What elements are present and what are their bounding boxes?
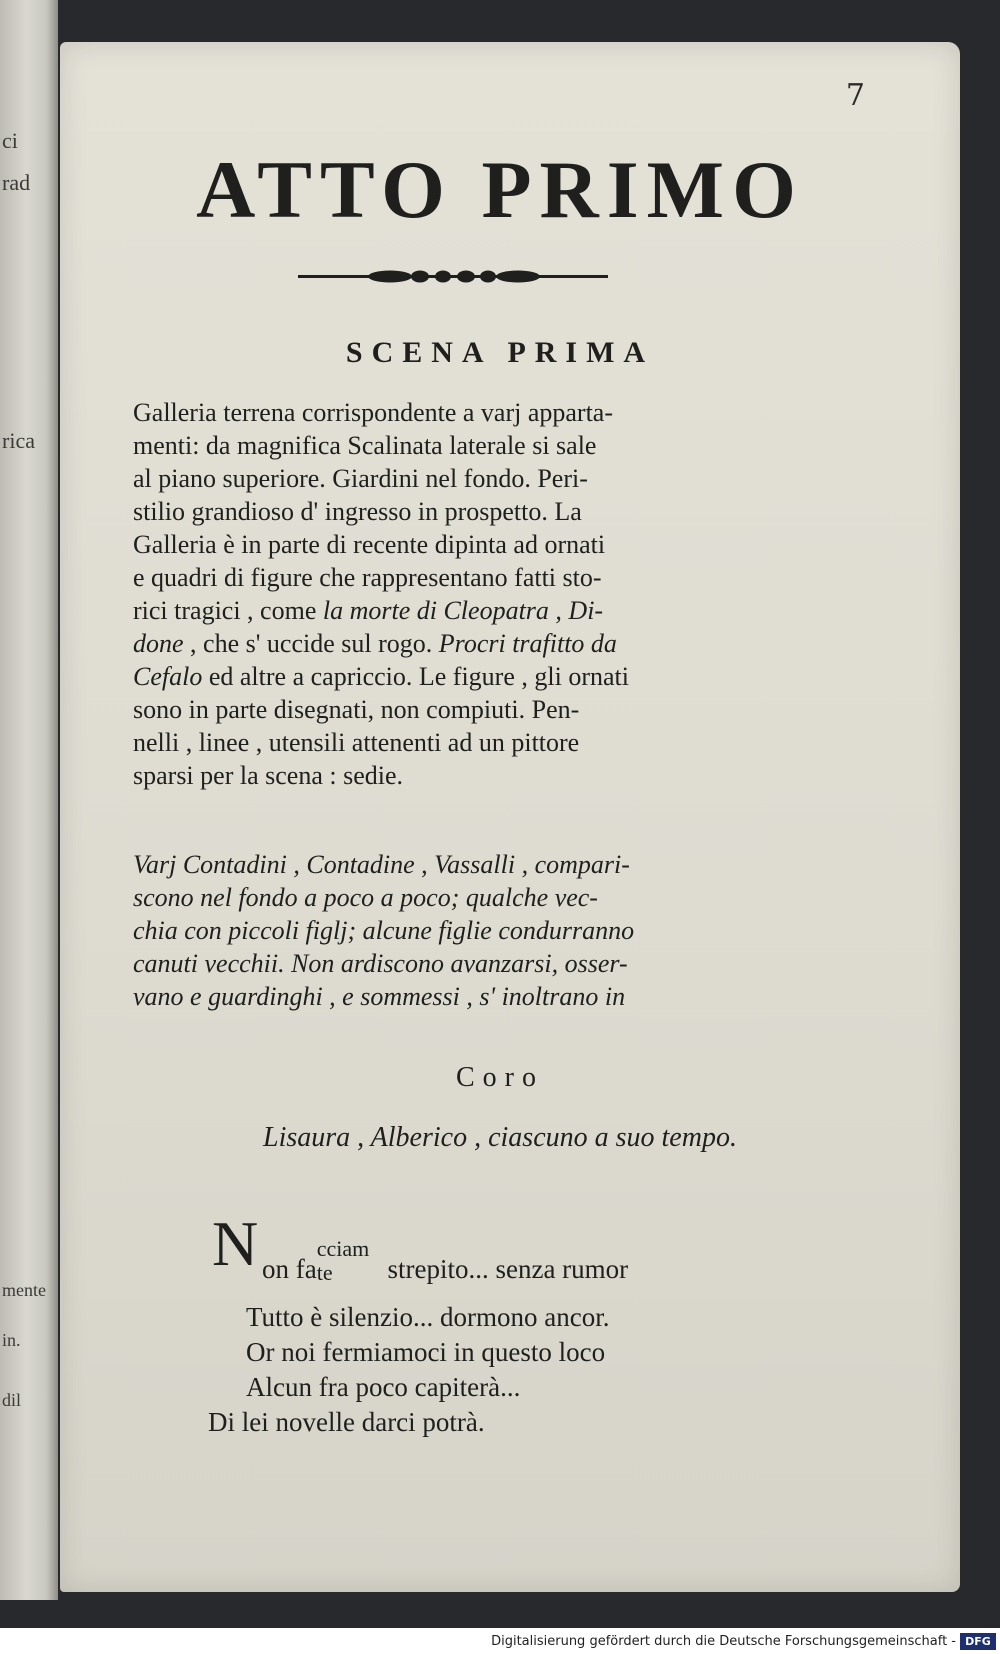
verse-text: strepito... senza rumor	[380, 1254, 629, 1284]
text-line: Galleria è in parte di recente dipinta ad ornati	[133, 530, 606, 559]
text-line: canuti vecchii. Non ardiscono avanzarsi, osser-	[133, 949, 628, 978]
stage-direction	[133, 396, 863, 792]
dfg-logo: DFG	[960, 1633, 996, 1650]
text-line	[133, 660, 863, 693]
left-page-fragment: dil	[2, 1390, 22, 1410]
italic-title: la morte di Cleopatra , Di-	[322, 596, 604, 625]
left-page-fragment: in.	[2, 1330, 21, 1350]
drop-cap: N	[212, 1208, 259, 1279]
left-page-fragment: rica	[2, 428, 35, 453]
variant-reading	[316, 1236, 370, 1285]
left-page-fragment: rad	[2, 170, 31, 195]
text-line: e quadri di figure che rappresentano fatti sto-	[133, 563, 602, 592]
verse-text: on fa	[262, 1254, 317, 1284]
characters-direction	[133, 848, 863, 1013]
ornament-divider	[298, 268, 608, 286]
italic-title: Procri trafitto da	[438, 629, 617, 658]
verse-line-3: Or noi fermiamoci in questo loco	[246, 1337, 606, 1367]
verse-line-1	[262, 1236, 629, 1285]
italic-title: done	[133, 629, 184, 658]
text-span: rici tragici , come	[133, 596, 323, 625]
text-span: , che s' uccide sul rogo.	[183, 629, 439, 658]
verse-line-2: Tutto è silenzio... dormono ancor.	[246, 1302, 610, 1332]
variant-upper: cciam	[316, 1236, 370, 1261]
text-line: chia con piccoli figlj; alcune figlie condurranno	[133, 916, 635, 945]
footer-credit: Digitalisierung gefördert durch die Deutsche Forschungsgemeinschaft -	[491, 1634, 956, 1649]
text-line: stilio grandioso d' ingresso in prospetto. La	[133, 497, 582, 526]
text-line: menti: da magnifica Scalinata laterale si sale	[133, 431, 597, 460]
variant-lower: te	[316, 1260, 333, 1285]
scene-heading: SCENA PRIMA	[345, 336, 655, 369]
left-page-fragment: ci	[2, 128, 18, 153]
chorus-label: Coro	[456, 1062, 544, 1093]
text-line: sono in parte disegnati, non compiuti. Pen-	[133, 695, 580, 724]
page-number: 7	[845, 78, 865, 113]
text-line: sparsi per la scena : sedie.	[133, 761, 404, 790]
italic-title: Cefalo	[133, 662, 203, 691]
text-line: scono nel fondo a poco a poco; qualche vec-	[133, 883, 598, 912]
text-line: nelli , linee , utensili attenenti ad un pittore	[133, 728, 580, 757]
text-line: al piano superiore. Giardini nel fondo. Peri-	[133, 464, 588, 493]
facing-page-edge	[0, 0, 58, 1600]
footer-bar	[0, 1628, 1000, 1654]
text-span: ed altre a capriccio. Le figure , gli ornati	[202, 662, 629, 691]
text-line: Galleria terrena corrispondente a varj apparta-	[133, 398, 614, 427]
text-line	[133, 627, 863, 660]
text-line: Varj Contadini , Contadine , Vassalli , compari-	[133, 850, 630, 879]
text-line: vano e guardinghi , e sommessi , s' inoltrano in	[133, 982, 626, 1011]
left-page-fragment: mente	[2, 1280, 46, 1300]
verse-line-4: Alcun fra poco capiterà...	[246, 1372, 521, 1402]
act-title: ATTO PRIMO	[196, 144, 804, 235]
verse-line-5: Di lei novelle darci potrà.	[208, 1407, 485, 1437]
characters-line: Lisaura , Alberico , ciascuno a suo tempo.	[263, 1122, 737, 1153]
text-line	[133, 594, 863, 627]
